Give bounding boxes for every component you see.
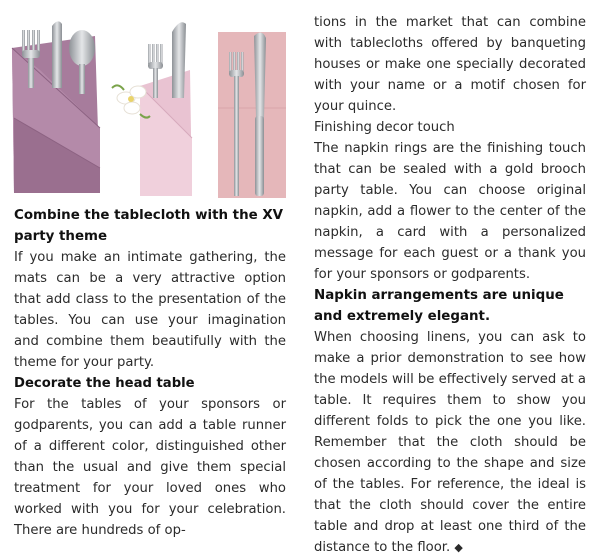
paragraph-linens [314,327,586,558]
left-column [14,205,286,541]
blush-napkin [218,32,286,198]
subheading-finishing-touch: Finishing decor touch [314,120,455,135]
right-column [314,12,586,558]
heading-head-table: Decorate the head table [14,376,195,391]
heading-napkin-arrangements: Napkin arrangements are unique and extremely elegant. [314,288,564,324]
knife-icon [172,22,186,98]
end-mark-diamond-icon: ◆ [454,541,463,554]
paragraph-mats: If you make an intimate gathering, the mats can be a very attractive option that add class to the presentation of the tables. You can use your imagination and combine them beautifully with the theme for your party. [14,250,286,370]
paragraph-linens-text: When choosing linens, you can ask to make a prior demonstration to see how the models will be effectively served at a table. It requires them to show you different folds to pick the one you like. Remember that the cloth should be chosen according to the shape and size of the tables. For reference, the ideal is that the cloth should cover the entire table and drop at least one third of the distance to the floor. [314,330,586,555]
paragraph-head-table: For the tables of your sponsors or godparents, you can add a table runner of a different color, distinguished other than the usual and give them special treatment for your loved ones who worked with you for your celebration. There are hundreds of op- [14,397,286,538]
paragraph-options: tions in the market that can combine with tablecloths offered by banqueting houses or make one specially decorated with your name or a motif chosen for your quince. [314,15,586,114]
heading-combine-tablecloth: Combine the tablecloth with the XV party theme [14,208,284,244]
napkin-cutlery-photo [0,8,300,198]
knife-icon [52,21,62,88]
paragraph-napkin-rings: The napkin rings are the finishing touch that can be sealed with a gold brooch party table. You can choose original napkin, add a flower to the center of the napkin, a card with a personalized message for each guest or a thank you for your sponsors or godparents. [314,141,586,282]
